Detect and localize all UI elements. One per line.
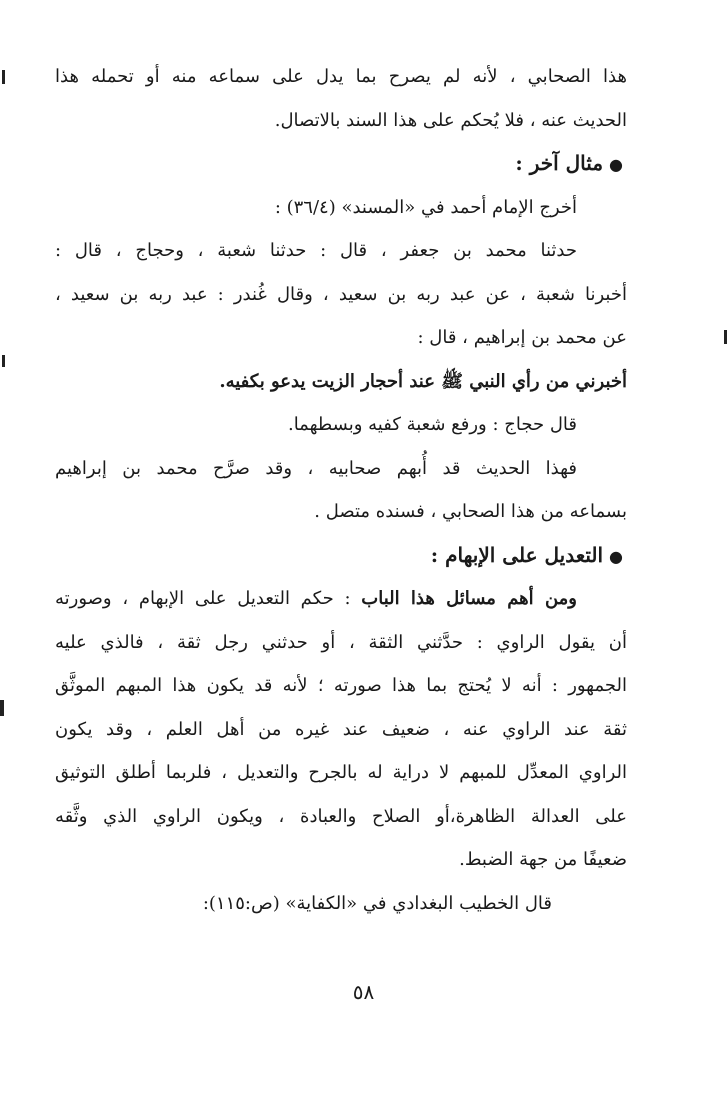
text-line: الراوي المعدِّل للمبهم لا دراية له بالجرح والتعديل ، فلربما أطلق التوثيق bbox=[55, 762, 627, 783]
heading-text: التعديل على الإبهام : bbox=[430, 542, 604, 567]
text-line: هذا الصحابي ، لأنه لم يصرح بما يدل على سماعه منه أو تحمله هذا bbox=[55, 66, 627, 87]
margin-mark bbox=[2, 355, 5, 367]
page-number: ٥٨ bbox=[352, 980, 375, 1004]
text-line: قال الخطيب البغدادي في «الكفاية» (ص:١١٥): bbox=[202, 892, 552, 914]
text-line bbox=[55, 577, 627, 621]
text-line: فهذا الحديث قد أُبهم صحابيه ، وقد صرَّح محمد بن إبراهيم bbox=[55, 457, 578, 479]
text-line: الحديث عنه ، فلا يُحكم على هذا السند بالاتصال. bbox=[274, 109, 627, 131]
text-line: على العدالة الظاهرة،أو الصلاح والعبادة ، ويكون الراوي الذي وثَّقه bbox=[55, 805, 627, 827]
text-line: حدثنا محمد بن جعفر ، قال : حدثنا شعبة ، وحجاج ، قال : bbox=[55, 240, 577, 261]
margin-mark bbox=[0, 700, 4, 716]
text-fragment: : حكم التعديل على الإبهام ، وصورته bbox=[55, 588, 362, 609]
page-body bbox=[55, 55, 627, 925]
hadith-text: أخبرني من رأي النبي ﷺ عند أحجار الزيت يدعو بكفيه. bbox=[219, 370, 627, 392]
bold-lead: ومن أهم مسائل هذا الباب bbox=[361, 588, 577, 609]
text-line: ضعيفًا من جهة الضبط. bbox=[459, 849, 627, 870]
text-line: الجمهور : أنه لا يُحتج بما هذا صورته ؛ لأنه قد يكون هذا المبهم الموثَّق bbox=[55, 675, 627, 696]
text-line: أن يقول الراوي : حدَّثني الثقة ، أو حدثني رجل ثقة ، فالذي عليه bbox=[55, 631, 627, 653]
bullet-icon: ● bbox=[609, 546, 623, 566]
section-heading-tadil-ala-ibham bbox=[55, 534, 627, 578]
margin-mark bbox=[2, 70, 5, 84]
heading-text: مثال آخر : bbox=[515, 151, 604, 175]
text-line: قال حجاج : ورفع شعبة كفيه وبسطهما. bbox=[287, 414, 577, 435]
text-line: عن محمد بن إبراهيم ، قال : bbox=[417, 327, 627, 348]
text-line: أخبرنا شعبة ، عن عبد ربه بن سعيد ، وقال غُندر : عبد ربه بن سعيد ، bbox=[55, 283, 627, 305]
text-line: بسماعه من هذا الصحابي ، فسنده متصل . bbox=[314, 501, 627, 522]
bullet-icon: ● bbox=[609, 155, 623, 174]
section-heading-another-example bbox=[55, 142, 627, 186]
text-line: أخرج الإمام أحمد في «المسند» (٣٦/٤) : bbox=[274, 196, 577, 218]
text-line: ثقة عند الراوي عنه ، ضعيف عند غيره من أهل العلم ، وقد يكون bbox=[55, 718, 627, 740]
